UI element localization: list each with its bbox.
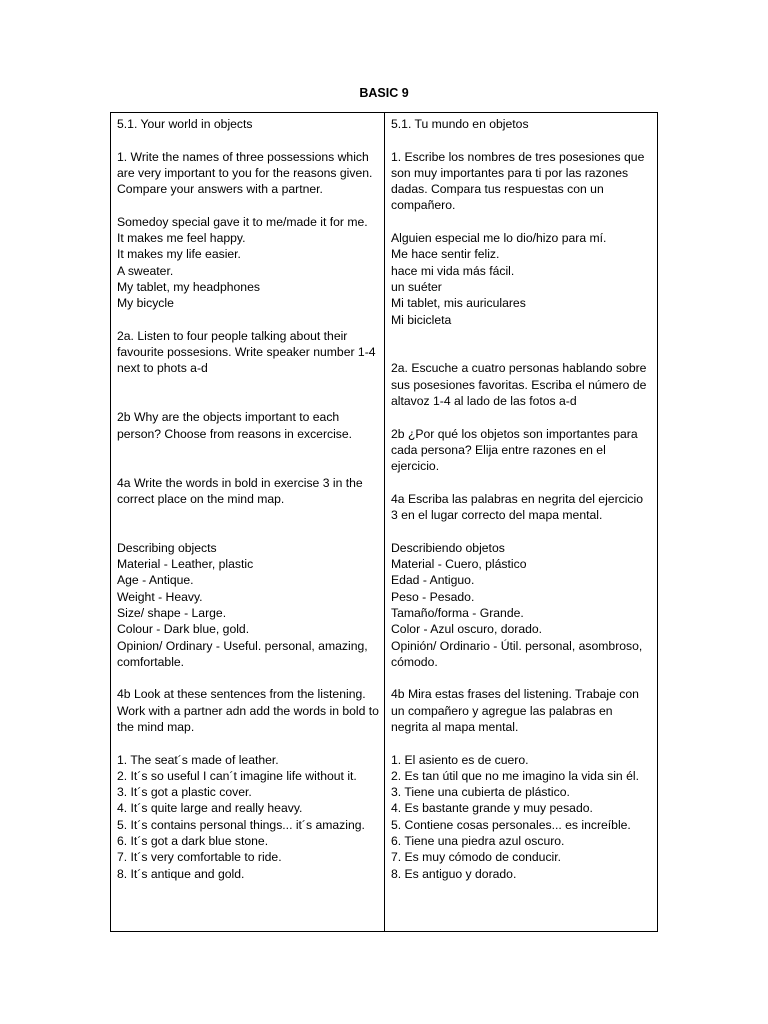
exercise-2a: 2a. Listen to four people talking about their favourite possesions. Write speaker number 1-4 next to phots a-d xyxy=(117,328,376,376)
reasons-list xyxy=(117,214,379,312)
list-item: Peso - Pesado. xyxy=(391,589,475,604)
list-item: un suéter xyxy=(391,279,442,294)
list-item: Material - Leather, plastic xyxy=(117,557,254,572)
list-item: 4. Es bastante grande y muy pesado. xyxy=(391,801,593,816)
list-item: My tablet, my headphones xyxy=(117,279,260,294)
list-item: 5. It´s contains personal things... it´s amazing. xyxy=(117,817,365,832)
exercise-1: 1. Write the names of three possessions which are very important to you for the reasons given. Compare your answers with a partner. xyxy=(117,149,373,197)
list-item: 8. Es antiguo y dorado. xyxy=(391,866,517,881)
list-item: 1. El asiento es de cuero. xyxy=(391,752,529,767)
list-item: Me hace sentir feliz. xyxy=(391,247,500,262)
describing-list xyxy=(117,540,379,670)
list-item: A sweater. xyxy=(117,263,174,278)
list-item: 1. The seat´s made of leather. xyxy=(117,752,279,767)
list-item: Edad - Antiguo. xyxy=(391,573,475,588)
exercise-2a: 2a. Escuche a cuatro personas hablando sobre sus posesiones favoritas. Escriba el número de altavoz 1-4 al lado de las fotos a-d xyxy=(391,361,647,409)
list-item: 6. It´s got a dark blue stone. xyxy=(117,834,269,849)
exercise-4a: 4a Write the words in bold in exercise 3 in the correct place on the mind map. xyxy=(117,475,363,506)
exercise-1: 1. Escribe los nombres de tres posesiones que son muy importantes para ti por las razones dadas. Compara tus respuestas con un compañero. xyxy=(391,149,645,213)
list-item: Opinión/ Ordinario - Útil. personal, asombroso, cómodo. xyxy=(391,638,643,669)
list-item: Describiendo objetos xyxy=(391,540,505,555)
list-item: 8. It´s antique and gold. xyxy=(117,866,245,881)
page-title: BASIC 9 xyxy=(359,86,409,100)
list-item: It makes my life easier. xyxy=(117,247,241,262)
list-item: 5. Contiene cosas personales... es increíble. xyxy=(391,817,631,832)
list-item: My bicycle xyxy=(117,296,174,311)
translation-table xyxy=(110,112,658,932)
section-heading: 5.1. Your world in objects xyxy=(117,117,253,131)
list-item: Mi tablet, mis auriculares xyxy=(391,296,526,311)
list-item: Material - Cuero, plástico xyxy=(391,557,527,572)
list-item: 2. Es tan útil que no me imagino la vida sin él. xyxy=(391,768,639,783)
list-item: Colour - Dark blue, gold. xyxy=(117,622,250,637)
list-item: Describing objects xyxy=(117,540,217,555)
list-item: 3. Tiene una cubierta de plástico. xyxy=(391,785,570,800)
list-item: Alguien especial me lo dio/hizo para mí. xyxy=(391,231,607,246)
list-item: Color - Azul oscuro, dorado. xyxy=(391,622,543,637)
sentences-list xyxy=(391,752,652,882)
exercise-4b: 4b Mira estas frases del listening. Trabaje con un compañero y agregue las palabras en negrita al mapa mental. xyxy=(391,687,639,734)
list-item: Somedoy special gave it to me/made it for me. xyxy=(117,214,368,229)
exercise-2b: 2b Why are the objects important to each person? Choose from reasons in excercise. xyxy=(117,410,353,441)
list-item: It makes me feel happy. xyxy=(117,231,246,246)
list-item: 4. It´s quite large and really heavy. xyxy=(117,801,303,816)
section-heading: 5.1. Tu mundo en objetos xyxy=(391,117,529,131)
english-column xyxy=(111,113,384,931)
sentences-list xyxy=(117,752,379,882)
list-item: Age - Antique. xyxy=(117,573,194,588)
list-item: Weight - Heavy. xyxy=(117,589,203,604)
list-item: Size/ shape - Large. xyxy=(117,605,227,620)
exercise-4a: 4a Escriba las palabras en negrita del ejercicio 3 en el lugar correcto del mapa mental. xyxy=(391,491,644,523)
list-item: 2. It´s so useful I can´t imagine life without it. xyxy=(117,768,357,783)
exercise-2b: 2b ¿Por qué los objetos son importantes para cada persona? Elija entre razones en el ejercicio. xyxy=(391,426,638,474)
list-item: 7. Es muy cómodo de conducir. xyxy=(391,850,562,865)
spanish-column xyxy=(384,113,657,931)
describing-list xyxy=(391,540,652,670)
list-item: Tamaño/forma - Grande. xyxy=(391,605,524,620)
list-item: Mi bicicleta xyxy=(391,312,452,327)
list-item: Opinion/ Ordinary - Useful. personal, amazing, comfortable. xyxy=(117,638,368,669)
list-item: hace mi vida más fácil. xyxy=(391,263,515,278)
exercise-4b: 4b Look at these sentences from the listening. Work with a partner adn add the words in bold to the mind map. xyxy=(117,687,379,734)
list-item: 6. Tiene una piedra azul oscuro. xyxy=(391,834,565,849)
reasons-list xyxy=(391,230,652,328)
list-item: 3. It´s got a plastic cover. xyxy=(117,785,252,800)
list-item: 7. It´s very comfortable to ride. xyxy=(117,850,282,865)
